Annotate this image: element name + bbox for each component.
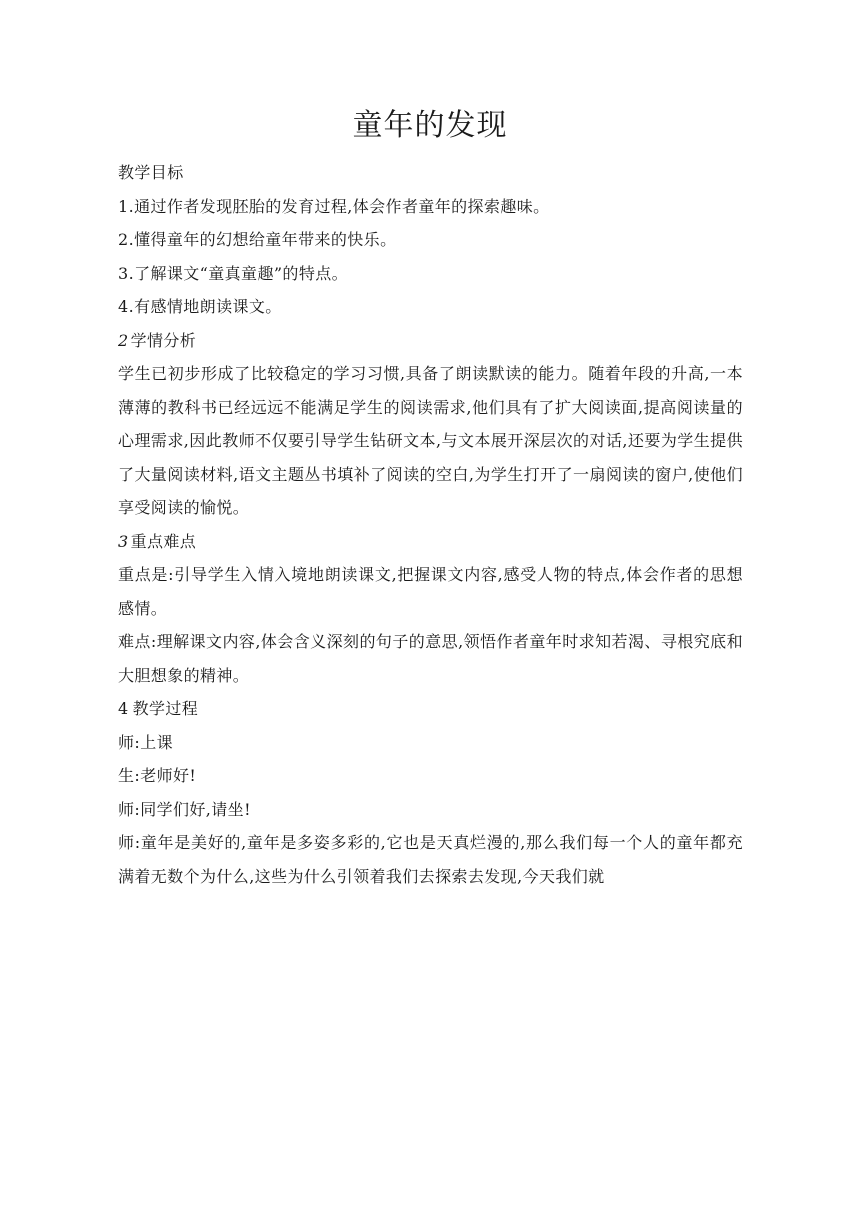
document-body <box>118 156 743 893</box>
objectives-heading: 教学目标 <box>118 163 184 182</box>
section-heading-text: 重点难点 <box>130 531 197 551</box>
section-number: 2 <box>118 330 129 350</box>
objective-item: 4.有感情地朗读课文。 <box>118 297 282 316</box>
key-points-heading <box>118 525 743 559</box>
dialogue-line: 生:老师好! <box>118 766 197 785</box>
difficulty-paragraph: 难点:理解课文内容,体会含义深刻的句子的意思,领悟作者童年时求知若渴、寻根究底和大胆想象的精神。 <box>118 632 743 685</box>
objective-item: 1.通过作者发现胚胎的发育过程,体会作者童年的探索趣味。 <box>118 196 550 216</box>
dialogue-line: 师:同学们好,请坐! <box>118 799 251 819</box>
section-heading-text: 学情分析 <box>130 330 197 350</box>
analysis-heading <box>118 324 743 358</box>
section-number: 3 <box>118 531 129 551</box>
analysis-paragraph: 学生已初步形成了比较稳定的学习习惯,具备了朗读默读的能力。随着年段的升高,一本薄薄的教科书已经远远不能满足学生的阅读需求,他们具有了扩大阅读面,提高阅读量的心理需求,因此教师不仅要引导学生钻研文本,与文本展开深层次的对话,还要为学生提供了大量阅读材料,语文主题丛书填补了阅读的空白,为学生打开了一扇阅读的窗户,使他们享受阅读的愉悦。 <box>118 364 743 517</box>
page-title: 童年的发现 <box>352 108 508 143</box>
section-number: 4 <box>118 699 129 718</box>
section-heading-text: 教学过程 <box>132 699 199 718</box>
objective-item: 3.了解课文“童真童趣”的特点。 <box>118 263 349 283</box>
objective-item: 2.懂得童年的幻想给童年带来的快乐。 <box>118 230 397 249</box>
process-heading <box>118 692 743 726</box>
dialogue-line: 师:童年是美好的,童年是多姿多彩的,它也是天真烂漫的,那么我们每一个人的童年都充满着无数个为什么,这些为什么引领着我们去探索去发现,今天我们就 <box>118 833 743 886</box>
focus-paragraph: 重点是:引导学生入情入境地朗读课文,把握课文内容,感受人物的特点,体会作者的思想感情。 <box>118 565 743 618</box>
dialogue-line: 师:上课 <box>118 732 173 752</box>
